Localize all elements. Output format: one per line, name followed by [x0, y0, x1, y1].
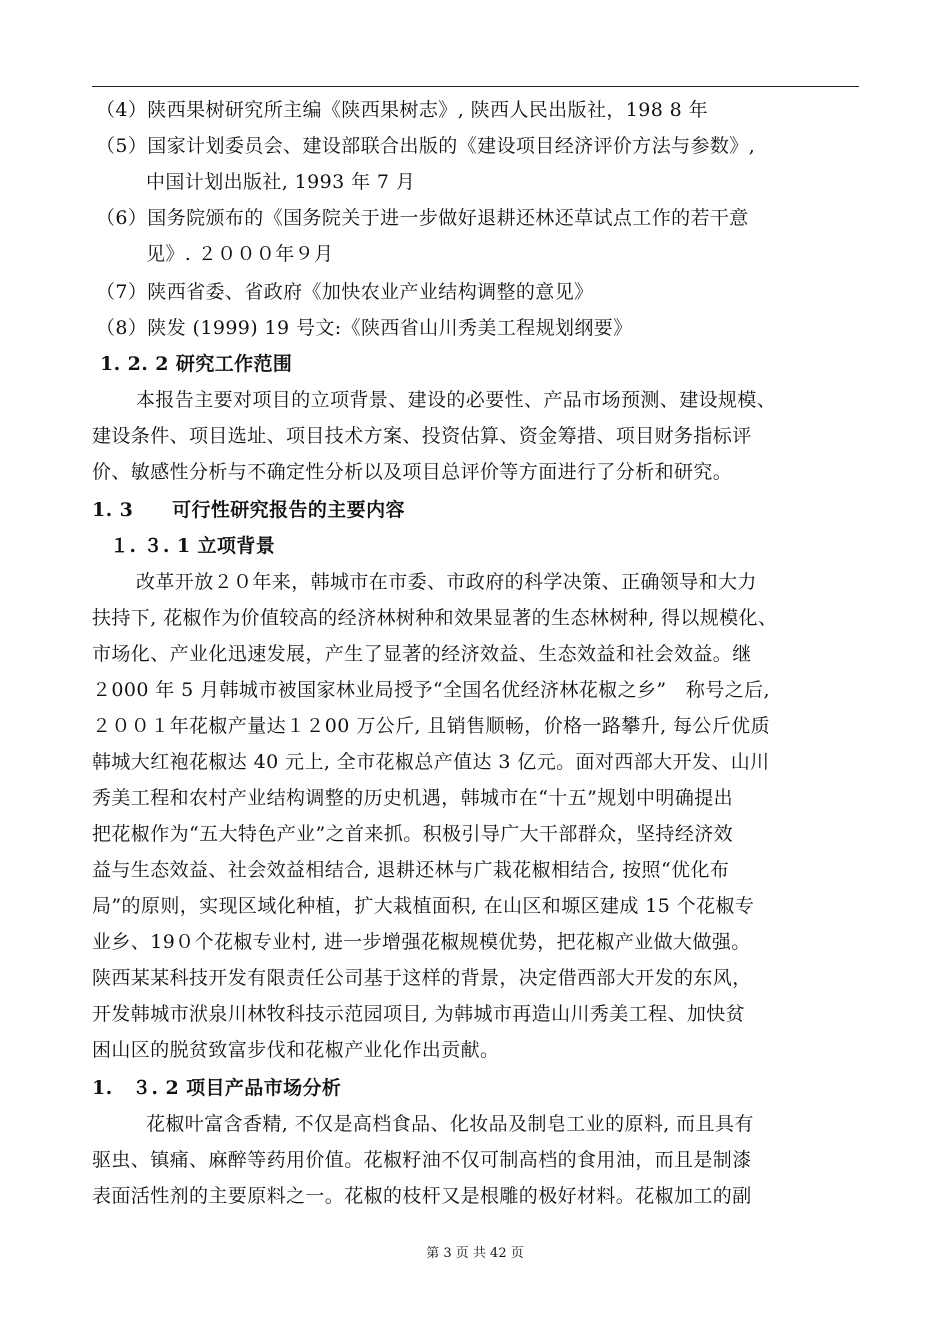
reference-7: （7）陕西省委、省政府《加快农业产业结构调整的意见》	[96, 281, 594, 303]
paragraph-line: 表面活性剂的主要原料之一。花椒的枝杆又是根雕的极好材料。花椒加工的副	[92, 1185, 752, 1207]
paragraph-line: 益与生态效益、社会效益相结合, 退耕还林与广栽花椒相结合, 按照“优化布	[92, 859, 730, 881]
paragraph-line: 市场化、产业化迅速发展，产生了显著的经济效益、生态效益和社会效益。继	[92, 643, 752, 665]
paragraph-line: 驱虫、镇痛、麻醉等药用价值。花椒籽油不仅可制高档的食用油，而且是制漆	[92, 1149, 752, 1171]
reference-4: （4）陕西果树研究所主编《陕西果树志》, 陕西人民出版社，198 8 年	[96, 99, 709, 121]
header-rule	[92, 86, 859, 87]
paragraph-line: 秀美工程和农村产业结构调整的历史机遇，韩城市在“十五”规划中明确提出	[92, 787, 734, 809]
reference-8: （8）陕发 (1999) 19 号文:《陕西省山川秀美工程规划纲要》	[96, 317, 633, 339]
paragraph-line: 建设条件、项目选址、项目技术方案、投资估算、资金筹措、项目财务指标评	[92, 425, 752, 447]
paragraph-line: ２000 年 5 月韩城市被国家林业局授予“全国名优经济林花椒之乡” 称号之后,	[92, 679, 770, 701]
reference-5: （5）国家计划委员会、建设部联合出版的《建设项目经济评价方法与参数》,	[96, 135, 756, 157]
reference-6-cont: 见》. ２０００年９月	[146, 243, 334, 265]
paragraph-line: 改革开放２０年来，韩城市在市委、市政府的科学决策、正确领导和大力	[136, 571, 757, 593]
page-number: 第 3 页 共 42 页	[426, 1246, 524, 1261]
reference-5-cont: 中国计划出版社, 1993 年 7 月	[146, 171, 416, 193]
paragraph-line: 把花椒作为“五大特色产业”之首来抓。积极引导广大干部群众，坚持经济效	[92, 823, 734, 845]
paragraph-line: 局”的原则，实现区域化种植，扩大栽植面积, 在山区和塬区建成 15 个花椒专	[92, 895, 755, 917]
paragraph-line: 花椒叶富含香精, 不仅是高档食品、化妆品及制皂工业的原料, 而且具有	[146, 1113, 754, 1135]
heading-1-3-2: 1. ３. 2 项目产品市场分析	[92, 1077, 342, 1099]
heading-1-3-1: １. ３. 1 立项背景	[110, 535, 276, 557]
paragraph-line: 业乡、19０个花椒专业村, 进一步增强花椒规模优势，把花椒产业做大做强。	[92, 931, 751, 953]
paragraph-line: 本报告主要对项目的立项背景、建设的必要性、产品市场预测、建设规模、	[136, 389, 777, 411]
paragraph-line: 困山区的脱贫致富步伐和花椒产业化作出贡献。	[92, 1039, 500, 1061]
paragraph-line: 韩城大红袍花椒达 40 元上, 全市花椒总产值达 3 亿元。面对西部大开发、山川	[92, 751, 770, 773]
paragraph-line: ２００１年花椒产量达１２00 万公斤, 且销售顺畅，价格一路攀升, 每公斤优质	[92, 715, 770, 737]
heading-1-3: 1. 3 可行性研究报告的主要内容	[92, 499, 405, 521]
reference-6: （6）国务院颁布的《国务院关于进一步做好退耕还林还草试点工作的若干意	[96, 207, 749, 229]
paragraph-line: 陕西某某科技开发有限责任公司基于这样的背景，决定借西部大开发的东风，	[92, 967, 752, 989]
heading-1-2-2: 1. 2. 2 研究工作范围	[100, 353, 293, 375]
paragraph-line: 扶持下, 花椒作为价值较高的经济林树种和效果显著的生态林树种, 得以规模化、	[92, 607, 778, 629]
paragraph-line: 价、敏感性分析与不确定性分析以及项目总评价等方面进行了分析和研究。	[92, 461, 733, 483]
paragraph-line: 开发韩城市洑泉川林牧科技示范园项目, 为韩城市再造山川秀美工程、加快贫	[92, 1003, 746, 1025]
